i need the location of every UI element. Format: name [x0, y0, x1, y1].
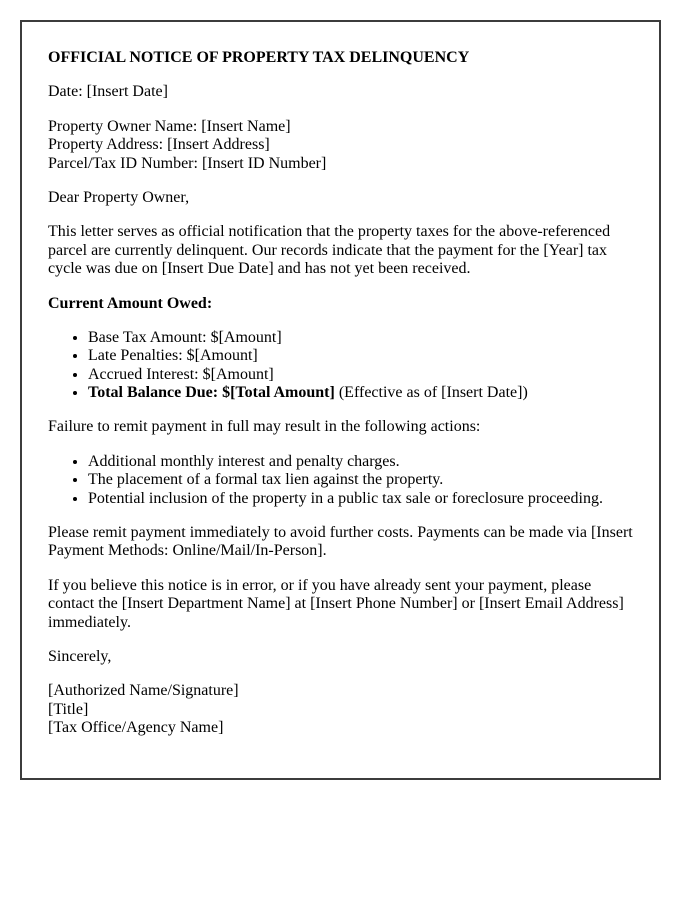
signature-block: [48, 682, 633, 737]
amount-owed-heading: Current Amount Owed:: [48, 294, 213, 312]
recipient-property-address: Property Address: [Insert Address]: [48, 136, 270, 154]
list-item: • Late Penalties: $[Amount]: [88, 347, 633, 365]
list-item: • Potential inclusion of the property in a public tax sale or foreclosure proceeding.: [88, 490, 633, 508]
signoff: Sincerely,: [48, 647, 112, 665]
list-item: • Accrued Interest: $[Amount]: [88, 366, 633, 384]
list-item: • Base Tax Amount: $[Amount]: [88, 329, 633, 347]
consequences-intro: Failure to remit payment in full may result in the following actions:: [48, 418, 481, 436]
recipient-owner-name: Property Owner Name: [Insert Name]: [48, 117, 291, 135]
total-balance-bold-text: Total Balance Due: $[Total Amount]: [88, 384, 335, 402]
consequences-list: [48, 453, 633, 508]
recipient-parcel-id: Parcel/Tax ID Number: [Insert ID Number]: [48, 154, 327, 172]
signature-agency: [Tax Office/Agency Name]: [48, 719, 224, 737]
recipient-block: [48, 118, 633, 173]
payment-paragraph: Please remit payment immediately to avoid further costs. Payments can be made via [Insert Payment Methods: Online/Mail/In-Person].: [48, 524, 633, 560]
letter-document: [20, 20, 661, 780]
list-item: • The placement of a formal tax lien against the property.: [88, 471, 633, 489]
list-item: • Additional monthly interest and penalty charges.: [88, 453, 633, 471]
intro-paragraph: This letter serves as official notification that the property taxes for the above-referenced parcel are currently delinquent. Our records indicate that the payment for the [Year] tax cycle was due on [Insert Due Date] and has not yet been received.: [48, 223, 611, 278]
letter-title: OFFICIAL NOTICE OF PROPERTY TAX DELINQUENCY: [48, 49, 470, 66]
amount-owed-list: [48, 329, 633, 403]
date-line: Date: [Insert Date]: [48, 83, 168, 101]
total-balance-effective-text: (Effective as of [Insert Date]): [334, 384, 528, 402]
error-paragraph: If you believe this notice is in error, or if you have already sent your payment, please contact the [Insert Department Name] at [Insert Phone Number] or [Insert Email Address] immediately.: [48, 576, 624, 631]
signature-title: [Title]: [48, 700, 89, 718]
signature-name: [Authorized Name/Signature]: [48, 682, 239, 700]
list-item-total-balance: [88, 384, 633, 402]
salutation: Dear Property Owner,: [48, 188, 190, 206]
